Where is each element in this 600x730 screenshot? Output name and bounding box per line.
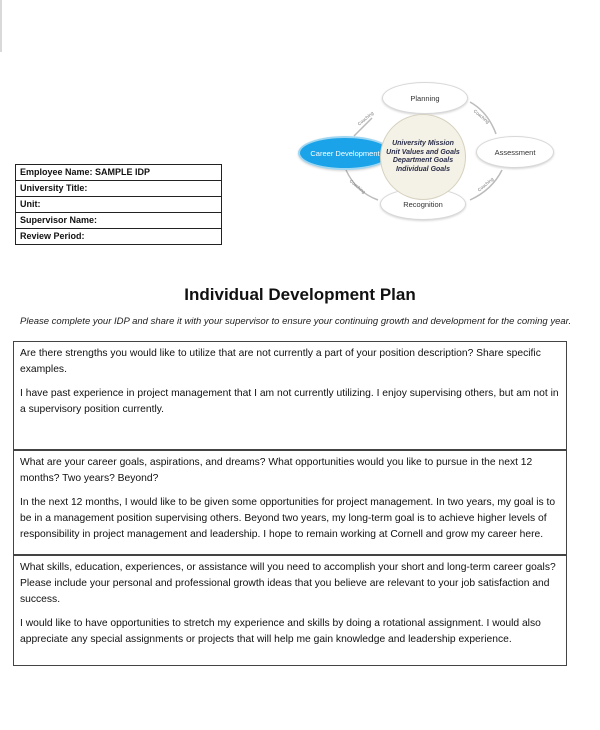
employee-name-cell: Employee Name: SAMPLE IDP (16, 165, 222, 181)
review-period-cell: Review Period: (16, 229, 222, 245)
intro-text: Please complete your IDP and share it with your supervisor to ensure your continuing growth and development for the coming year. (20, 316, 572, 327)
question-text: Are there strengths you would like to utilize that are not currently a part of your position description? Share specific examples. (20, 348, 541, 375)
arrow-recognition-career (346, 170, 378, 200)
table-row (16, 197, 222, 213)
arrow-label: Coaching (472, 108, 491, 125)
answer-text: In the next 12 months, I would like to be given some opportunities for project management. In two years, my goal is to be in a management position supervising others. Beyond two years, my long-term goal is to achieve higher levels of responsibility in project management and leadership. I hope to remain working at Cornell and grow my career here. (20, 497, 556, 540)
supervisor-name-cell: Supervisor Name: (16, 213, 222, 229)
center-line: Individual Goals (395, 165, 451, 173)
table-row (16, 165, 222, 181)
page-title: Individual Development Plan (184, 285, 416, 304)
assessment-label: Assessment (494, 147, 536, 157)
question-box (13, 450, 567, 555)
assessment-node (476, 136, 554, 168)
answer-text: I have past experience in project management that I am not currently utilizing. I enjoy supervising others, but am not in a supervisory position currently. (20, 388, 559, 415)
center-line: University Mission (392, 140, 454, 147)
planning-node (382, 82, 468, 114)
recognition-label: Recognition (403, 199, 443, 209)
diagram-center (380, 114, 466, 200)
table-row (16, 229, 222, 245)
career-development-node (298, 136, 392, 170)
question-box (13, 341, 567, 450)
answer-text: I would like to have opportunities to stretch my experience and skills by doing a rotational assignment. I would also appreciate any special assignments or projects that will help me gain knowledge and leadership experience. (20, 618, 541, 645)
table-row (16, 181, 222, 197)
center-line: Department Goals (392, 157, 454, 164)
arrow-label: Coaching (476, 176, 495, 193)
center-line: Unit Values and Goals (386, 148, 460, 156)
arrow-label: Coaching (348, 178, 367, 195)
question-text: What are your career goals, aspirations, and dreams? What opportunities would you like to pursue in the next 12 months? Two years? Beyond? (20, 457, 533, 484)
question-box (13, 555, 567, 666)
question-text: What skills, education, experiences, or assistance will you need to accomplish your short and long-term career goals? Please include your personal and professional growth ideas that you believe are relevant to your job satisfaction and success. (20, 562, 556, 605)
employee-info-table (15, 164, 222, 245)
page-edge (0, 0, 2, 52)
arrow-label: Coaching (356, 110, 375, 127)
career-cycle-diagram (292, 78, 574, 222)
planning-label: Planning (410, 93, 440, 103)
unit-cell: Unit: (16, 197, 222, 213)
career-development-label: Career Development (310, 148, 380, 158)
university-title-cell: University Title: (16, 181, 222, 197)
table-row (16, 213, 222, 229)
